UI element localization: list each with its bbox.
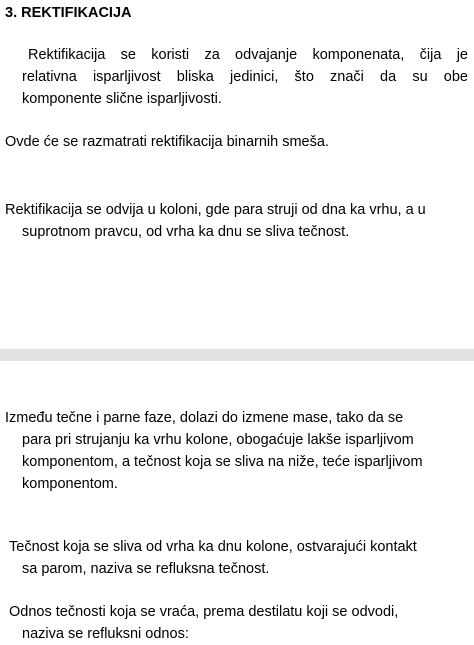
paragraph: Ovde će se razmatrati rektifikacija binarnih smeša. (5, 134, 329, 150)
paragraph-line: Rektifikacija se koristi za odvajanje komponenata, čija je (28, 47, 468, 63)
page-separator (0, 349, 474, 361)
paragraph-line: sa parom, naziva se refluksna tečnost. (22, 561, 270, 577)
paragraph-line: komponente slične isparljivosti. (22, 91, 222, 107)
paragraph-line: relativna isparljivost bliska jedinici, što znači da su obe (22, 69, 468, 85)
document-page-2 (0, 361, 474, 642)
paragraph-line: naziva se refluksni odnos: (22, 626, 189, 642)
paragraph-line: Između tečne i parne faze, dolazi do izmene mase, tako da se (5, 410, 404, 426)
paragraph-line: Tečnost koja se sliva od vrha ka dnu kolone, ostvarajući kontakt (9, 539, 417, 555)
paragraph-line: komponentom, a tečnost koja se sliva na niže, teće isparljivom (22, 454, 423, 470)
paragraph-line: Odnos tečnosti koja se vraća, prema destilatu koji se odvodi, (9, 604, 399, 620)
paragraph-line: komponentom. (22, 476, 118, 492)
paragraph-line: Rektifikacija se odvija u koloni, gde para struji od dna ka vrhu, a u (5, 202, 426, 218)
section-heading: 3. REKTIFIKACIJA (5, 5, 132, 21)
paragraph-line: para pri strujanju ka vrhu kolone, obogaćuje lakše isparljivom (22, 432, 414, 448)
paragraph-line: suprotnom pravcu, od vrha ka dnu se sliva tečnost. (22, 224, 350, 240)
